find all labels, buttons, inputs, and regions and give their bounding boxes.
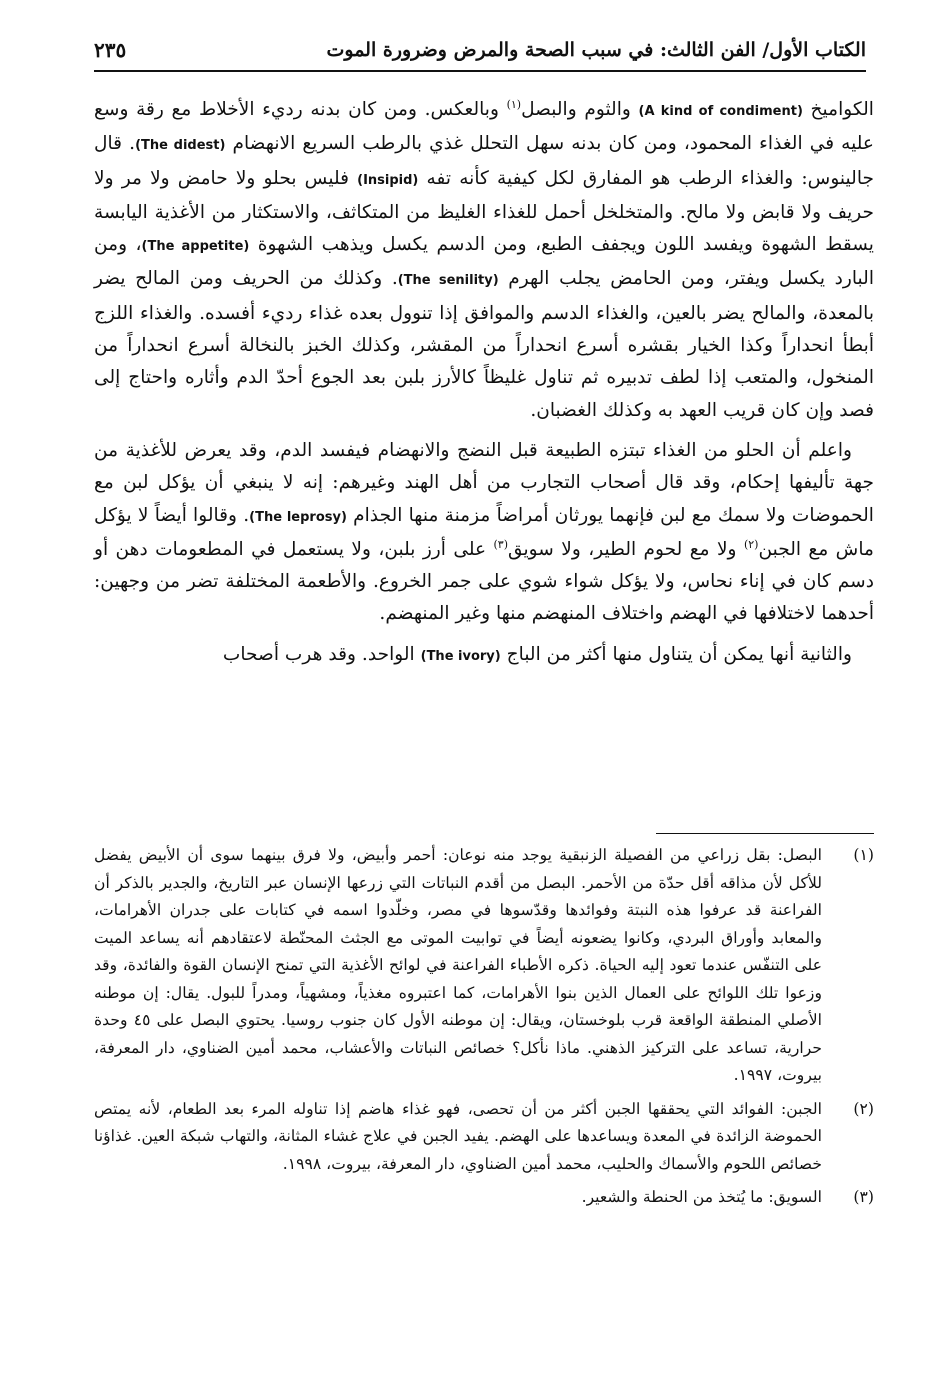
footnote-number: (٣) bbox=[853, 1188, 874, 1206]
text-run: ، ومن البارد يكسل ويفتر، ومن الحامض يجلب الهرم bbox=[94, 234, 874, 290]
footnote-ref[interactable]: (٢) bbox=[743, 537, 759, 551]
footnote-ref[interactable]: (٣) bbox=[493, 537, 508, 551]
text-run: الكواميخ bbox=[810, 99, 874, 120]
paragraph-3 bbox=[94, 639, 874, 673]
page-number: ٢٣٥ bbox=[94, 38, 127, 62]
footnote-text: البصل: بقل زراعي من الفصيلة الزنبقية يوجد منه نوعان: أحمر وأبيض، ولا فرق بينهما سوى أن الأبيض يفضل للأكل لأن مذاقه أقل حدّة من الأحمر. البصل من أقدم النباتات التي زرعها الإنسان عبر التاريخ، والجدير بالذكر أن الفراعنة قد عرفوا هذه النبتة وفوائدها وقدّسوها في مصر، وخلّدوا اسمه في كتابات على جدران الأهرامات، والمعابد وأوراق البردي، وكانوا يضعونه أيضاً في توابيت الموتى مع الجثث المحنّطة لاعتقادهم أنه يساعد الميت على التنفّس عندما تعود إليه الحياة. ذكره الأطباء الفراعنة في لوائح الأغذية التي تمنح الإنسان القوة والفائدة، وقد وزعوا تلك اللوائح على العمال الذين بنوا الأهرامات، كما اعتبروه مغذياً، ومشهياً، ومدراً للبول. يقال: إن موطنه الأصلي المنطقة الواقعة قرب بلوخستان، ويقال: إن موطنه الأول كان جنوب روسيا. يحتوي البصل على ٤٥ وحدة حرارية، تساعد على التركيز الذهني. ماذا نأكل؟ خصائص النباتات والأعشاب، محمد أمين الضناوي، دار المعرفة، بيروت، ١٩٩٧. bbox=[94, 846, 822, 1084]
latin-gloss: (The ivory) bbox=[420, 648, 501, 664]
running-title: الكتاب الأول/ الفن الثالث: في سبب الصحة والمرض وضرورة الموت bbox=[326, 39, 866, 61]
text-run: والثوم والبصل bbox=[521, 99, 631, 120]
paragraph-1 bbox=[94, 94, 874, 427]
main-text bbox=[94, 94, 874, 673]
footnotes bbox=[94, 842, 874, 1218]
page-header bbox=[94, 30, 866, 72]
latin-gloss: (A kind of condiment) bbox=[638, 104, 803, 119]
text-run: فليس بحلو ولا حامض ولا مر ولا حريف ولا قابض ولا مالح. والمتخلخل أحمل للغذاء الغليظ من المتكاثف، والاستكثار من الأغذية اليابسة يسقط الشهوة ويفسد اللون ويجفف الطبع، ومن الدسم يكسل ويذهب الشهوة bbox=[94, 167, 874, 256]
footnote-text: السويق: ما يُتخذ من الحنطة والشعير. bbox=[581, 1188, 822, 1206]
latin-gloss: (The didest) bbox=[135, 138, 226, 154]
text-run: ولا مع لحوم الطير، ولا سويق bbox=[508, 538, 737, 560]
footnote-number: (٢) bbox=[853, 1099, 874, 1118]
text-run: والثانية أنها يمكن أن يتناول منها أكثر من الباج bbox=[506, 643, 852, 665]
footnote-text: الجبن: الفوائد التي يحققها الجبن أكثر من أن تحصى، فهو غذاء هاضم إذا تناوله المرء بعد الطعام، لأنه يمتص الحموضة الزائدة في المعدة ويساعدها على الهضم. يفيد الجبن في علاج غشاء المثانة، والتهاب شبكة العين. غذاؤنا خصائص اللحوم والأسماك والحليب، محمد أمين الضناوي، دار المعرفة، بيروت، ١٩٩٨. bbox=[94, 1099, 822, 1173]
text-run: . قال جالينوس: والغذاء الرطب هو المفارق لكل كيفية كأنه تفه bbox=[94, 133, 874, 189]
latin-gloss: (The appetite) bbox=[141, 239, 250, 255]
latin-gloss: (The leprosy) bbox=[249, 509, 347, 525]
text-run: على أرز بلبن، ولا يستعمل في المطعومات دهن أو دسم كان في إناء نحاس، ولا يؤكل شواء شوي على جمر الخروع. والأطعمة المختلفة تضر من وجهين: أحدهما لاختلافها في الهضم واختلاف المنهضم منها وغير المنهضم. bbox=[94, 538, 874, 625]
latin-gloss: (Insipid) bbox=[357, 172, 419, 188]
footnote-number: (١) bbox=[853, 846, 874, 864]
footnote-1 bbox=[94, 842, 874, 1090]
text-run: . وقالوا أيضاً لا يؤكل ماش مع الجبن bbox=[94, 504, 874, 560]
text-run: الواحد. وقد هرب أصحاب bbox=[222, 643, 415, 665]
latin-gloss: (The senility) bbox=[397, 273, 499, 289]
text-run: . وكذلك من الحريف ومن المالح يضر بالمعدة، والمالح يضر بالعين، والغذاء الدسم والموافق إذا تنوول بعده غذاء رديء أفسده. والغذاء اللزج أبطأ انحداراً وكذا الخيار بقشره أسرع انحداراً من المقشر، وكذلك الخبز بالنخالة أسرع انحداراً من المنخول، والمتعب إذا لطف تدبيره ثم تناول غليظاً كالأرز بلبن بعد الجوع أحدّ الدم وأثاره واحتاج إلى فصد وإن كان قريب العهد به وكذلك الغضبان. bbox=[94, 268, 874, 421]
text-run: واعلم أن الحلو من الغذاء تبتزه الطبيعة قبل النضج والانهضام فيفسد الدم، وقد يعرض للأغذية من جهة تأليفها إحكام، وقد قال أصحاب التجارب من أهل الهند وغيرهم: إنه لا ينبغي أن يؤكل لبن مع الحموضات ولا سمك مع لبن فإنهما يورثان أمراضاً مزمنة منها الجذام bbox=[94, 439, 874, 526]
footnote-ref[interactable]: (١) bbox=[506, 97, 522, 111]
footnote-2 bbox=[94, 1096, 874, 1179]
paragraph-2 bbox=[94, 435, 874, 631]
text-run: وبالعكس. ومن كان بدنه رديء الأخلاط مع رقة وسع عليه في الغذاء المحمود، ومن كان بدنه سهل التحلل غذي بالرطب السريع الانهضام bbox=[94, 99, 874, 155]
footnote-divider bbox=[656, 833, 874, 834]
footnote-3 bbox=[94, 1184, 874, 1212]
